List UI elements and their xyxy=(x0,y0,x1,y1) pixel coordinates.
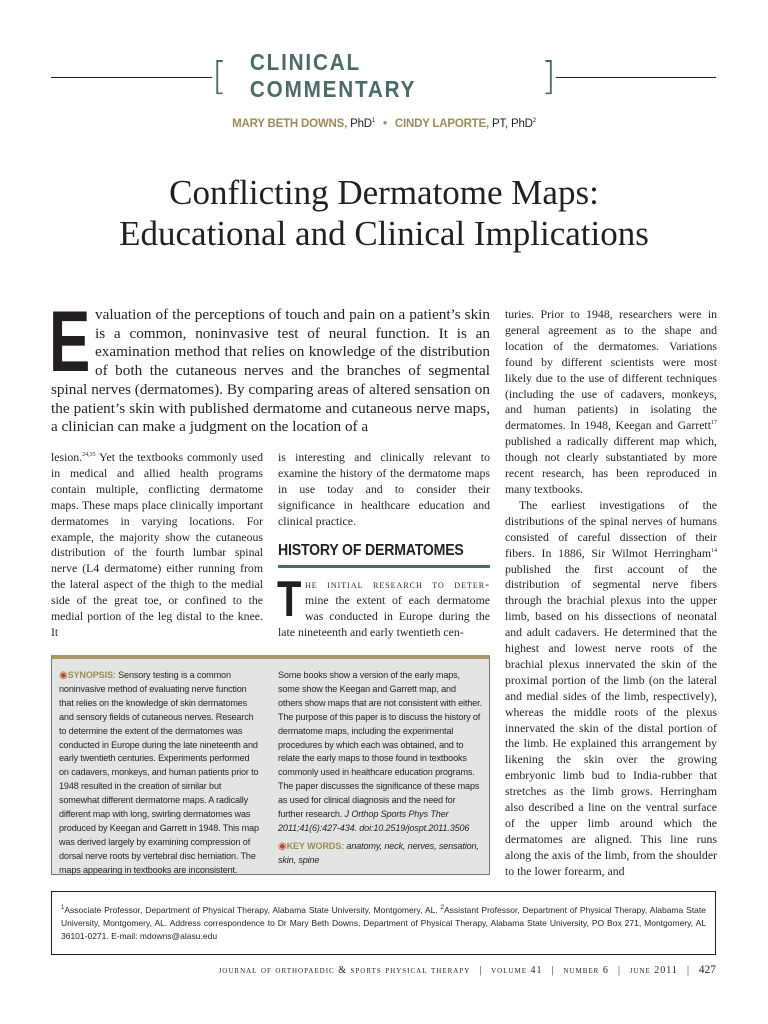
synopsis-bullet-icon: ◉ xyxy=(59,670,68,681)
author-1-degree: PhD xyxy=(347,118,372,130)
section-heading: HISTORY OF DERMATOMES xyxy=(278,542,464,559)
journal-name: journal of orthopaedic & sports physical therapy xyxy=(218,965,471,976)
article-title-line-1: Conflicting Dermatome Maps: xyxy=(169,173,599,212)
volume: volume 41 xyxy=(491,965,543,976)
col2-smallcaps: he initial research to deter- xyxy=(305,577,490,591)
col3-citation-1: 17 xyxy=(711,420,717,427)
col2-text-2: mine the extent of each dermatome was conducted in Europe during the late nineteenth and early twentieth cen- xyxy=(278,592,490,639)
issue-date: june 2011 xyxy=(629,965,678,976)
intro-paragraph xyxy=(49,294,490,437)
header-rule-left xyxy=(51,77,212,78)
article-title-line-2: Educational and Clinical Implications xyxy=(119,214,649,253)
col3-p1-a: turies. Prior to 1948, researchers were in general agreement as to the shape and location of the dermatomes. Variations found by different scientists were most likely due to the use of different techniques (including the use of cadavers, monkeys, and human patients) in isolating the dermatomes. In 1948, Keegan and Garrett xyxy=(505,307,717,433)
keywords-bullet-icon: ◉ xyxy=(278,840,287,852)
drop-cap-t: T xyxy=(277,571,302,627)
section-heading-rule xyxy=(278,565,490,568)
footnote-text-2: Assistant Professor, Department of Physical Therapy, Alabama State University, Montgomery, AL. Address correspondence to Dr Mary Beth Downs, Department of Physical Therapy, Alabama State University, PO Box 271, Montgomery, AL 36101-0271. E-mail: mdowns@alasu.edu xyxy=(61,905,707,941)
header-rule-right xyxy=(556,77,716,78)
section-label-text: CLINICAL COMMENTARY xyxy=(249,49,417,102)
body-column-1 xyxy=(51,450,263,641)
synopsis-citation: J Orthop Sports Phys Ther 2011;41(6):427-434. doi:10.2519/jospt.2011.3506 xyxy=(278,809,470,833)
synopsis-column-1 xyxy=(59,669,261,878)
author-separator: • xyxy=(383,118,387,130)
article-title xyxy=(0,172,768,254)
col3-p2-a: The earliest investigations of the distributions of the spinal nerves of humans consisted of careful dissection of their fibers. In 1886, Sir Wilmot Herringham xyxy=(505,497,717,560)
footer-sep-3: | xyxy=(617,965,621,976)
footnote-sup-1: 1 xyxy=(61,905,65,912)
col1-text-a: lesion. xyxy=(51,450,83,464)
body-column-2b xyxy=(277,571,490,641)
author-1-name: MARY BETH DOWNS, xyxy=(232,118,348,130)
bracket-right: ] xyxy=(541,54,556,98)
author-2-degree: PT, PhD xyxy=(488,118,533,130)
col3-citation-2: 14 xyxy=(711,547,717,554)
section-label xyxy=(212,49,556,102)
synopsis-column-2 xyxy=(278,669,482,868)
synopsis-text-2: Some books show a version of the early maps, some show the Keegan and Garrett map, and others show maps that are not consistent with either. The purpose of this paper is to discuss the history of dermatome maps, including the experimental procedures by which each was obtained, and to relate the early maps to those found in textbooks commonly used in healthcare education programs. The paper discusses the significance of these maps as used for clinical diagnosis and the need for further research. xyxy=(278,670,482,820)
col2-text: is interesting and clinically relevant to examine the history of the dermatome maps in use today and to consider their significance in healthcare education and clinical practice. xyxy=(278,450,490,528)
footer-sep-1: | xyxy=(479,965,482,976)
author-2-affiliation: 2 xyxy=(532,118,536,125)
page-number: 427 xyxy=(698,964,716,976)
keywords xyxy=(278,840,482,868)
keywords-label: KEY WORDS: xyxy=(286,840,345,851)
footnote-sup-2: 2 xyxy=(440,905,445,912)
running-footer xyxy=(219,964,716,976)
synopsis-box xyxy=(51,655,490,875)
body-column-3 xyxy=(505,307,717,880)
synopsis-label: SYNOPSIS: xyxy=(67,670,116,680)
synopsis-text-1: Sensory testing is a common noninvasive method of evaluating nerve function that relies on the knowledge of skin dermatomes and sensory fields of cutaneous nerves. Research to determine the extent of the dermatomes was conducted in Europe during the late nineteenth and early twentieth centuries. Experiments performed on cadavers, monkeys, and human patients prior to 1948 resulted in the creation of similar but somewhat different dermatome maps. A radically different map with long, swirling dermatomes was produced by Keegan and Garrett in 1948. This map was derived largely by examining compression of dorsal nerve roots by vertebral disc herniation. The maps appearing in textbooks are inconsistent. xyxy=(59,670,259,875)
keywords-list: anatomy, neck, nerves, sensation, skin, spine xyxy=(278,840,479,865)
affiliation-footnote xyxy=(51,891,716,955)
footer-sep-2: | xyxy=(551,965,555,976)
col1-text-b: Yet the textbooks commonly used in medical and allied health programs contain multiple, conflicting dermatome maps. These maps place clinically important dermatomes in varying locations. For example, the majority show the cutaneous distribution of the fourth lumbar spinal nerve (L4 dermatome) either running from the lateral aspect of the thigh to the medial side of the great toe, or confined to the medial portion of the leg distal to the knee. It xyxy=(51,450,263,639)
bracket-left: [ xyxy=(212,54,227,98)
footnote-text-1: Associate Professor, Department of Physical Therapy, Alabama State University, Montgomery, AL. xyxy=(64,905,441,915)
footer-sep-4: | xyxy=(687,965,690,976)
issue-number: number 6 xyxy=(563,965,609,976)
drop-cap-e: E xyxy=(49,294,91,390)
author-2-name: CINDY LAPORTE, xyxy=(394,118,489,130)
intro-text: valuation of the perceptions of touch and pain on a patient’s skin is a common, noninvasive test of neural function. It is an examination method that relies on knowledge of the distribution of both the cutaneous nerves and the branches of segmental spinal nerves (dermatomes). By comparing areas of altered sensation on the patient’s skin with published dermatome and cutaneous nerve maps, a clinician can make a judgment on the location of a xyxy=(51,306,490,436)
author-line xyxy=(0,118,768,130)
col3-p2-b: published the first account of the distribution of segmental nerve fibers through the brachial plexus into the upper limb, based on his dissections of neonatal and adult cadavers. He determined that the highest and lowest nerve roots of the brachial plexus innervated the skin of the proximal portion of the limb (on the lateral and medial sides of the limb, respectively), whereas the middle roots of the plexus innervated the skin of the distal portion of the limb. He explained this arrangement by likening the skin over the growing embryonic limb bud to India-rubber that stretches as the limb grows. Herringham also described a line on the ventral surface of the upper limb around which the dermatomes are aligned. This line runs along the axis of the limb, from the shoulder to the lower forearm, and xyxy=(505,561,717,878)
author-1-affiliation: 1 xyxy=(371,118,376,125)
col3-p1-b: published a radically different map which, though not clearly substantiated by more recent research, has been reproduced in many textbooks. xyxy=(505,434,717,496)
body-column-2 xyxy=(278,450,490,530)
col1-citation: 24,35 xyxy=(82,452,96,459)
